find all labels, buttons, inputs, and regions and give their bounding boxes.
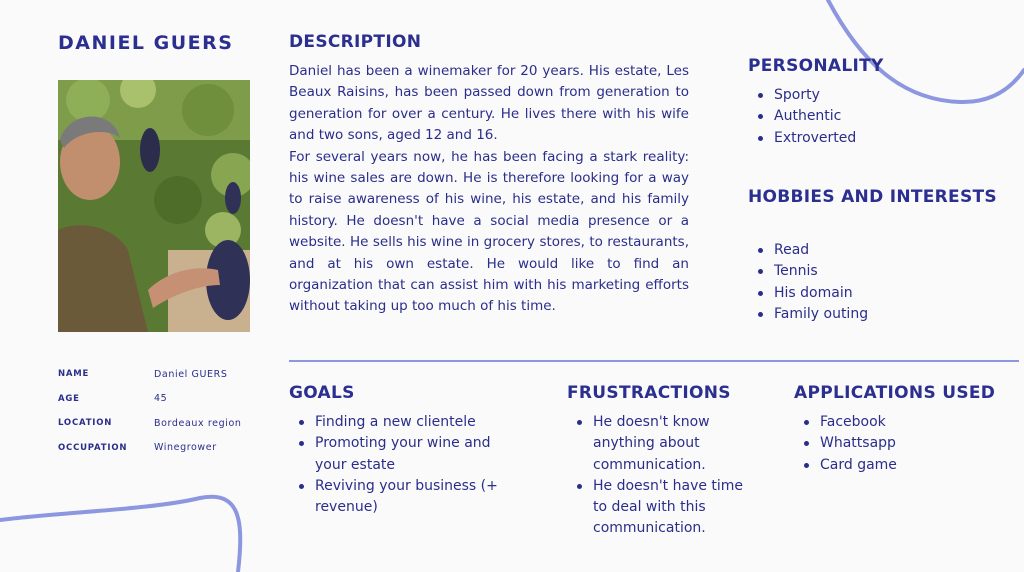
- info-row-name: [58, 362, 258, 387]
- applications-title: APPLICATIONS USED: [794, 383, 996, 403]
- section-divider: [289, 360, 1019, 362]
- info-label: NAME: [58, 369, 90, 380]
- list-item: Card game: [820, 455, 897, 476]
- list-item: His domain: [774, 283, 868, 304]
- list-item: Whattsapp: [820, 433, 897, 454]
- personality-title: PERSONALITY: [748, 56, 884, 76]
- goals-list: [289, 412, 525, 518]
- persona-info: [58, 362, 258, 460]
- info-value: Daniel GUERS: [154, 368, 228, 380]
- info-row-age: [58, 387, 258, 412]
- list-item: Promoting your wine and your estate: [315, 433, 525, 476]
- info-value: Winegrower: [154, 442, 217, 454]
- info-label: AGE: [58, 393, 80, 404]
- info-row-location: [58, 411, 258, 436]
- list-item: Reviving your business (+ revenue): [315, 476, 525, 519]
- top-right-curve: [828, 0, 1024, 102]
- list-item: Extroverted: [774, 128, 856, 149]
- info-value: Bordeaux region: [154, 417, 242, 429]
- hobbies-title: HOBBIES AND INTERESTS: [748, 187, 997, 207]
- info-label: OCCUPATION: [58, 442, 128, 453]
- list-item: Sporty: [774, 85, 856, 106]
- list-item: Read: [774, 240, 868, 261]
- list-item: Family outing: [774, 304, 868, 325]
- applications-list: [794, 412, 897, 476]
- goals-title: GOALS: [289, 383, 355, 403]
- hobbies-list: [748, 240, 868, 325]
- list-item: Authentic: [774, 106, 856, 127]
- description-title: DESCRIPTION: [289, 32, 422, 52]
- info-label: LOCATION: [58, 418, 113, 429]
- persona-name: DANIEL GUERS: [58, 32, 234, 54]
- description-paragraph: Daniel has been a winemaker for 20 years. His estate, Les Beaux Raisins, has been passed down from generation to generation for over a century. He lives there with his wife and two sons, aged 12 and 16.: [289, 63, 689, 144]
- frustrations-title: FRUSTRACTIONS: [567, 383, 731, 403]
- list-item: He doesn't know anything about communication.: [593, 412, 758, 476]
- description-text: [289, 61, 689, 318]
- list-item: Finding a new clientele: [315, 412, 525, 433]
- info-row-occupation: [58, 436, 258, 461]
- list-item: Facebook: [820, 412, 897, 433]
- description-paragraph: For several years now, he has been facing a stark reality: his wine sales are down. He is therefore looking for a way to raise awareness of his wine, his estate, and his family history. He doesn't have a social media presence or a website. He sells his wine in grocery stores, to restaurants, and at his own estate. He would like to find an organization that can assist him with his marketing efforts without taking up too much of his time.: [289, 148, 689, 315]
- frustrations-list: [567, 412, 758, 540]
- personality-list: [748, 85, 856, 149]
- list-item: He doesn't have time to deal with this communication.: [593, 476, 758, 540]
- info-value: 45: [154, 393, 168, 405]
- persona-photo: [58, 80, 250, 332]
- bottom-left-curve: [0, 497, 240, 572]
- list-item: Tennis: [774, 261, 868, 282]
